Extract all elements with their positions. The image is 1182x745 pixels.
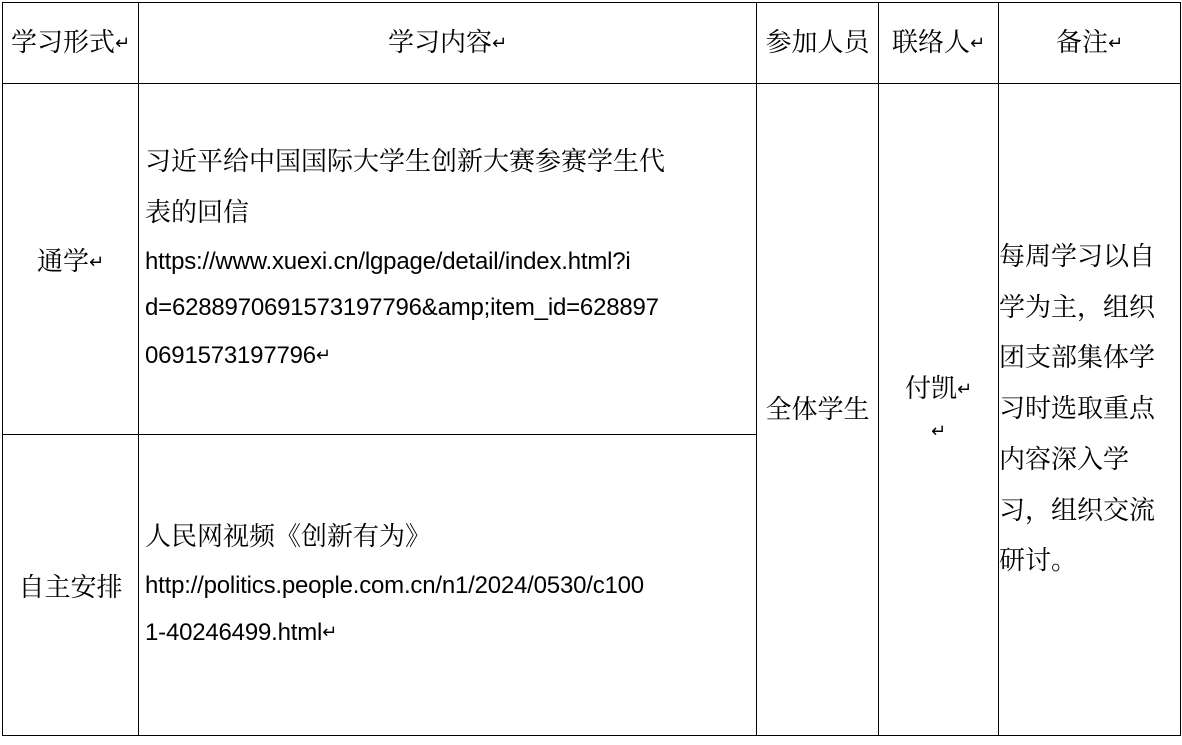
header-cell-content: [139, 3, 757, 84]
study-form-label-2: 自主安排: [18, 572, 123, 602]
paragraph-mark-icon: ↵: [956, 378, 973, 400]
participants-label: 全体学生: [765, 394, 870, 424]
paragraph-mark-icon: ↵: [322, 622, 338, 644]
cell-participants: [757, 84, 879, 736]
cell-remark: [999, 84, 1181, 736]
paragraph-mark-icon: ↵: [1107, 33, 1124, 55]
header-cell-contact: [879, 3, 999, 84]
content-line-url[interactable]: 0691573197796: [145, 342, 316, 370]
header-cell-remark: [999, 3, 1181, 84]
content-line-url[interactable]: http://politics.people.com.cn/n1/2024/0530/c100: [145, 571, 644, 599]
contact-label: 付凯: [904, 373, 957, 403]
content-line-url[interactable]: https://www.xuexi.cn/lgpage/detail/index.html?i: [145, 247, 631, 275]
header-label-form: 学习形式: [10, 28, 115, 58]
paragraph-mark-icon: ↵: [491, 33, 508, 55]
paragraph-mark-icon: ↵: [969, 33, 986, 55]
remark-text: 每周学习以自学为主，组织团支部集体学习时选取重点内容深入学习，组织交流研讨。: [999, 242, 1156, 576]
header-label-participants: 参加人员: [765, 28, 870, 58]
header-cell-participants: [757, 3, 879, 84]
header-label-remark: 备注: [1055, 28, 1108, 58]
paragraph-mark-icon: ↵: [114, 33, 131, 55]
paragraph-mark-icon: ↵: [88, 251, 105, 273]
table-row: [3, 84, 1181, 435]
header-cell-form: [3, 3, 139, 84]
paragraph-mark-icon: ↵: [930, 420, 947, 442]
cell-study-form-1: [3, 84, 139, 435]
study-plan-table: [2, 2, 1181, 736]
content-line: 习近平给中国国际大学生创新大赛参赛学生代: [145, 147, 666, 177]
cell-study-content-1: [139, 84, 757, 435]
table-header-row: [3, 3, 1181, 84]
content-line: 人民网视频《创新有为》: [145, 521, 432, 551]
cell-contact: [879, 84, 999, 736]
cell-study-form-2: [3, 435, 139, 736]
header-label-contact: 联络人: [891, 28, 970, 58]
content-line-url[interactable]: d=6288970691573197796&amp;item_id=628897: [145, 294, 659, 322]
paragraph-mark-icon: ↵: [315, 345, 332, 367]
content-line: 表的回信: [145, 197, 250, 227]
study-form-label-1: 通学: [36, 246, 89, 276]
header-label-content: 学习内容: [387, 28, 492, 58]
content-line-url[interactable]: 1-40246499.html: [145, 619, 323, 647]
cell-study-content-2: [139, 435, 757, 736]
